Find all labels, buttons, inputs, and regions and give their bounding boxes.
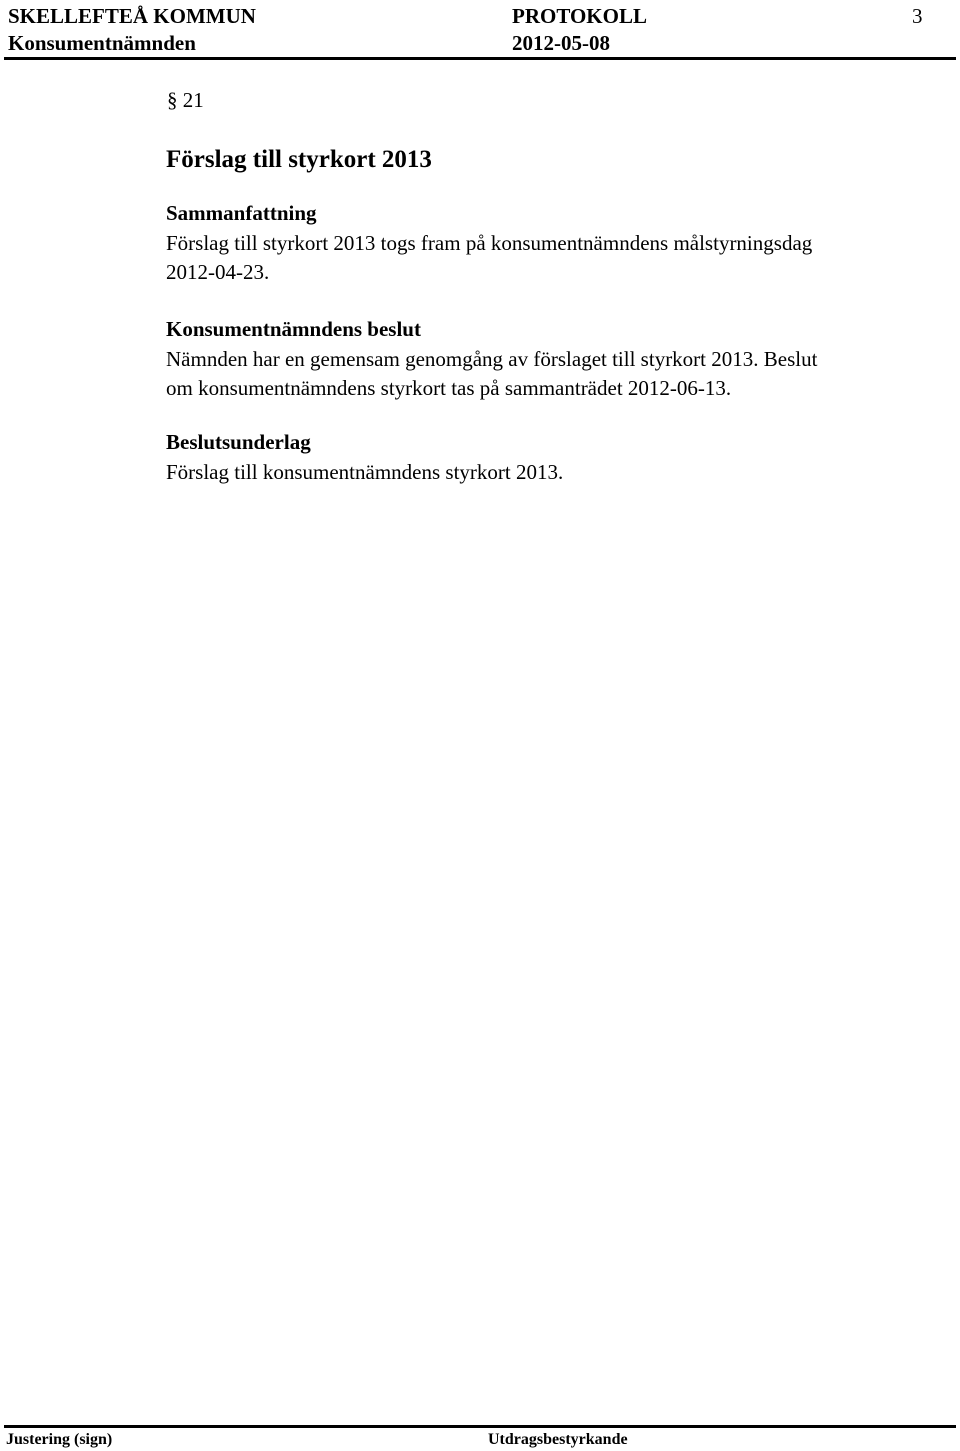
page-number: 3	[912, 4, 923, 28]
extract-label: Utdragsbestyrkande	[488, 1431, 628, 1448]
section-title: Förslag till styrkort 2013	[166, 146, 432, 173]
decision-line: Nämnden har en gemensam genomgång av förslaget till styrkort 2013. Beslut	[166, 347, 818, 371]
decision-heading: Konsumentnämndens beslut	[166, 317, 421, 341]
summary-text	[166, 229, 812, 287]
document-type: PROTOKOLL	[512, 4, 647, 28]
signature-label: Justering (sign)	[6, 1431, 113, 1448]
paragraph-number: § 21	[167, 88, 204, 112]
summary-line: Förslag till styrkort 2013 togs fram på konsumentnämndens målstyrningsdag	[166, 231, 813, 255]
basis-heading: Beslutsunderlag	[166, 430, 311, 454]
footer-rule	[4, 1425, 956, 1428]
header-rule	[4, 57, 956, 60]
basis-line: Förslag till konsumentnämndens styrkort 2013.	[166, 460, 564, 484]
summary-heading: Sammanfattning	[166, 201, 317, 225]
decision-line: om konsumentnämndens styrkort tas på sammanträdet 2012-06-13.	[166, 376, 732, 400]
committee-name: Konsumentnämnden	[8, 31, 196, 55]
decision-text	[166, 345, 817, 403]
summary-line: 2012-04-23.	[166, 260, 270, 284]
municipality-name: SKELLEFTEÅ KOMMUN	[8, 4, 256, 28]
meeting-date: 2012-05-08	[512, 31, 610, 55]
basis-text	[166, 458, 563, 487]
